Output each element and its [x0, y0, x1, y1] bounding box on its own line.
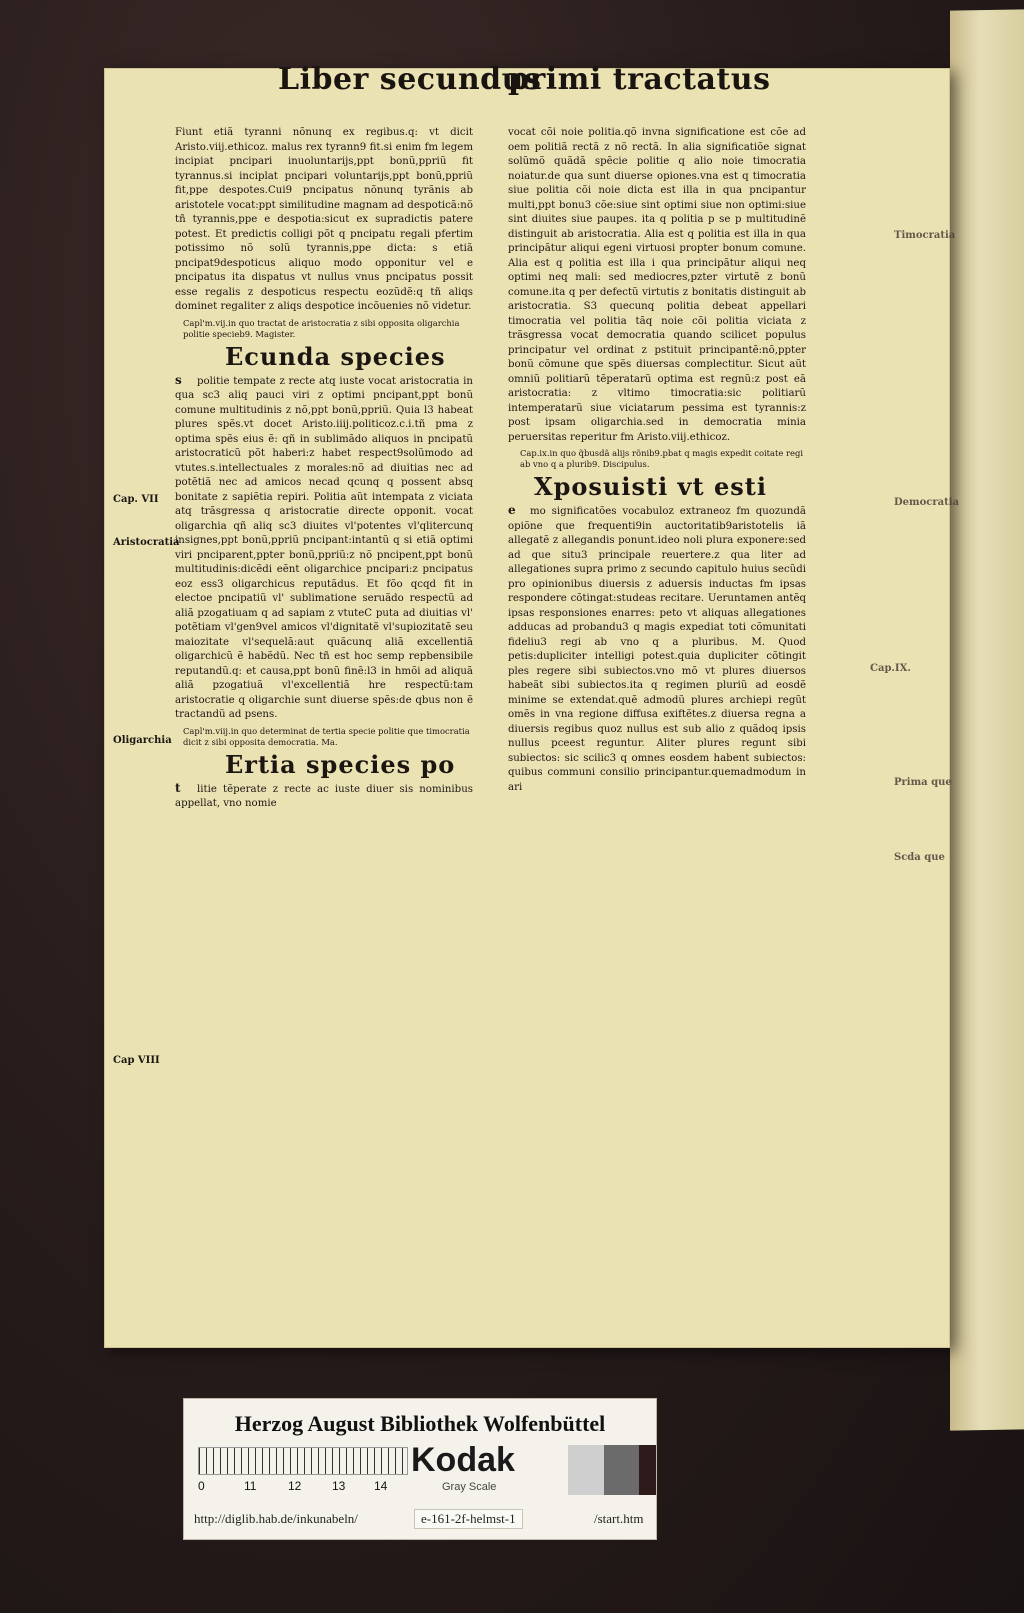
chapter-7-heading: Ecunda species: [225, 341, 446, 371]
left-paragraph-1: Fiunt etiã tyranni nõnunq ex regibus.q: vt dicit Aristo.viij.ethicoz. malus rex tyrann9 fit.si enim fm legem incipiat pncipari inuoluntarijs,ppt bonũ,ppriũ fit tyrannus.si inciplat pncipari voluntarijs,ppt bonũ,ppriũ fit,ppe despotes.Cui9 pncipatus nõnunq tyrãnis ab aristotele vocat:ppt similitudine magnam ad despoticã:nõ tñ tyrannis,ppe e despotia:sicut ex supradictis patere potest. Et predictis colligi põt q pncipatu regali pfertim potissimo nõ solũ tyrannis,ppe dicta: s etiã pncipat9despoticus aliquo modo opponitur vel e pncipatus ita dispatus vt nullus vnus pncipatus possit esse regalis z despoticus respectu eozũdẽ:q tñ aliqs dominet regaliter z aliqs despotice incõuenies nõ videtur.: [175, 127, 473, 312]
gray-swatch-black: [639, 1445, 656, 1495]
gray-swatch-light: [568, 1445, 604, 1495]
guide-letter: t: [175, 780, 181, 795]
left-paragraph-2: [175, 373, 473, 723]
ruler-number: 14: [374, 1479, 388, 1493]
margin-note-timocratia: Timocratia: [894, 230, 956, 241]
right-paragraph-1: vocat cõi noie politia.qõ invna significatione est cõe ad oem politiã rectã z nõ rectã. In alia significatiõe signat solũmõ quãdã spẽcie politie q alio noie timocratia noiatur.de qua sunt diuerse opiones.vna est q timocratia siue politia cõi noie dicta est illa in qua pncipantur multi,ppt bonu3 cõe:siue sint optimi siue non optimi:siue sint diuites siue paupes. ita q politia p se p multitudinẽ distinguit ab aristocratia. Alia est q politia est illa in qua principãtur aliqui egeni virtuosi propter bonum comune. Alia est q politia est illa i qua principãtur aliqui neq optimi neq mali: sed mediocres,pzter virtutẽ z bonũ comune.ita q per defectũ virtutis z bonitatis distinguit ab aristocratia. S3 quecunq politia debeat appellari timocratia vel politia tãq noie cõi politia viciata z trãsgressa vocat democratia quando scilicet populus principatur vel ordinat z pstituit principantẽ:nõ,ppter bonũ cõmune que spẽs diuersas complectitur. Sicut aũt omniũ politiarũ tẽperatarũ optima est regnũ:z post eã aristocratia: z vltimo timocratia:sic politiarũ intemperatarũ siue viciatarum pessima est tyrannis:z post ipsam oligarchia.sed in democratia minia peruersitas reperitur fm Aristo.viij.ethicoz.: [508, 127, 806, 443]
margin-note-cap8: Cap VIII: [113, 1055, 160, 1066]
guide-letter: s: [175, 372, 182, 387]
catalog-url: http://diglib.hab.de/inkunabeln/: [194, 1511, 358, 1526]
right-paragraph-2: [508, 503, 806, 795]
ruler-number: 12: [288, 1479, 302, 1493]
kodak-logo: Kodak: [411, 1441, 515, 1479]
adjacent-page-edge: [950, 9, 1024, 1430]
library-name: Herzog August Bibliothek Wolfenbüttel: [234, 1411, 606, 1436]
chapter-8-summary: Capl'm.viij.in quo determinat de tertia specie politie que timocratia dicit z sibi opposita democratia. Ma.: [183, 725, 470, 747]
ruler-number: 11: [244, 1479, 257, 1493]
margin-note-democratia: Democratia: [894, 497, 960, 508]
left-paragraph-3-text: litie tẽperate z recte ac iuste diuer sis nominibus appellat, vno nomie: [175, 783, 473, 809]
ruler-number: 13: [332, 1479, 346, 1493]
margin-note-cap9: Cap.IX.: [870, 663, 911, 674]
guide-letter: e: [508, 503, 516, 517]
margin-note-secunda: Scda que: [894, 852, 945, 863]
shelfmark-id: e-161-2f-helmst-1: [414, 1509, 523, 1529]
running-head-right: primi tractatus: [508, 62, 771, 97]
margin-note-cap7: Cap. VII: [113, 494, 159, 505]
chapter-8-heading: Ertia species po: [225, 749, 456, 779]
left-paragraph-2-text: politie tempate z recte atq iuste vocat aristocratia in qua sc3 aliq pauci viri z optimi pncipant,ppt bonũ comune multitudinis z nõ,ppt bonũ,ppriũ. Quia l3 habeat plures spẽs.vt docet Aristo.iiij.politicoz.c.i.tñ pma z optima spẽs eius ẽ: qñ in sublimãdo aliquos in pncipatũ aristocraticũ põt haberi:z habet respect9solũmodo ad vtutes.s.intellectuales z morales:nõ ad diuitias nec ad potẽtiã nec ad amicos necad qcunq q possent absq bonitate z sapiẽtia repiri. Politia aũt intempata z viciata atq trãsgressa q aristocratie directe opponit. vocat oligarchia qñ aliq sc3 diuites vl'potentes vl'qlitercunq insignes,ppt bonũ,ppriũ pncipant:intantũ q si etiã optimi viri pnciparent,ppter bonũ,ppriũ:z nõ pncipent,ppt bonũ multitudinis:dicẽdi eẽnt oligarchice pncipari:z pncipatus eoz ess3 oligarchicus reputãdus. Et fõo qcqd fit in electoe pncipatiũ vl' sublimatione seruãdo respectũ ad aliã pzogatiuam q ad sapiam z vtuteC puta ad diuitias vl' potẽtiam vl'gen9vel amicos vl'dignitatẽ vl'supiozitatẽ seu maiozitate vl'sequelã:aut quãcunq aliã excellentiã oligarchicũ ẽ habẽdũ. Nec tñ est hoc semp repbensibile reputandũ.q: et causa,ppt bonũ finẽ:l3 in hmõi ad aliquã aliã pzogatiuã vl'excellentiã hre respectũ:tam aristocratie q oligarchie sunt diuerse spẽs:de qbus non ẽ tractandũ ad psens.: [175, 375, 473, 720]
right-text-column: [508, 126, 806, 798]
chapter-9-heading: Xposuisti vt esti: [534, 472, 767, 501]
scale-ruler: [198, 1447, 408, 1475]
left-text-column: [175, 126, 473, 815]
gray-swatch-dark: [604, 1445, 640, 1495]
ruler-number: 0: [198, 1479, 205, 1493]
library-calibration-card: [183, 1398, 657, 1540]
gray-scale-label: Gray Scale: [442, 1481, 497, 1493]
margin-note-aristocratia: Aristocratia: [113, 537, 180, 548]
right-paragraph-2-text: mo significatões vocabuloz extraneoz fm quozundã opiõne que frequenti9in auctoritatib9aristotelis iã allegatẽ z allegandis ponunt.ideo noli plura exponere:sed ad que situ3 principale reuertere.z qua liter ad allegationes supra primo z secundo capitulo huius secũdi pro opinionibus diuersis z aduersis inductas fm ipsas respondere cõtingat:studeas recitare. Ueruntamen antẽq ipsas responsiones enarres: peto vt aliquas allegationes adducas ad probandu3 q magis expediat toti cõmunitati fideliu3 regi ab vno q a pluribus. M. Quod petis:dupliciter intelligi potest.quia dupliciter cõtingit ples regere sibi subiectos.vno mõ vt plures diuersos habeãt sibi subiectos.ita q regimen pluriũ ad eosdẽ minime se extendat.quẽ admodũ plures archiepi regũt omẽs in vna regione diffusa exiftẽtes.z diuersa regna a diuersis regibus quoz nullus est sub alio z quãdoq ipsis nullus pceest reguntur. Aliter plures regunt sibi subiectos: sic scilic3 q omnes eosdem habent subiectos: quibus communi consilio principantur.quemadmodum in ari: [508, 506, 806, 793]
margin-note-oligarchia: Oligarchia: [113, 735, 172, 746]
chapter-7-summary: Capl'm.vij.in quo tractat de aristocratia z sibi opposita oligarchia politie specieb9. Magister.: [183, 317, 460, 339]
start-page-link: /start.htm: [594, 1511, 644, 1526]
running-head-left: Liber secundus: [278, 62, 542, 97]
left-paragraph-3: [175, 781, 473, 812]
chapter-9-summary: Cap.ix.in quo q̃busdã alijs rõnib9.pbat q magis expedit coitate regi ab vno q a plurib9. Discipulus.: [520, 448, 804, 469]
margin-note-prima: Prima que: [894, 777, 952, 788]
